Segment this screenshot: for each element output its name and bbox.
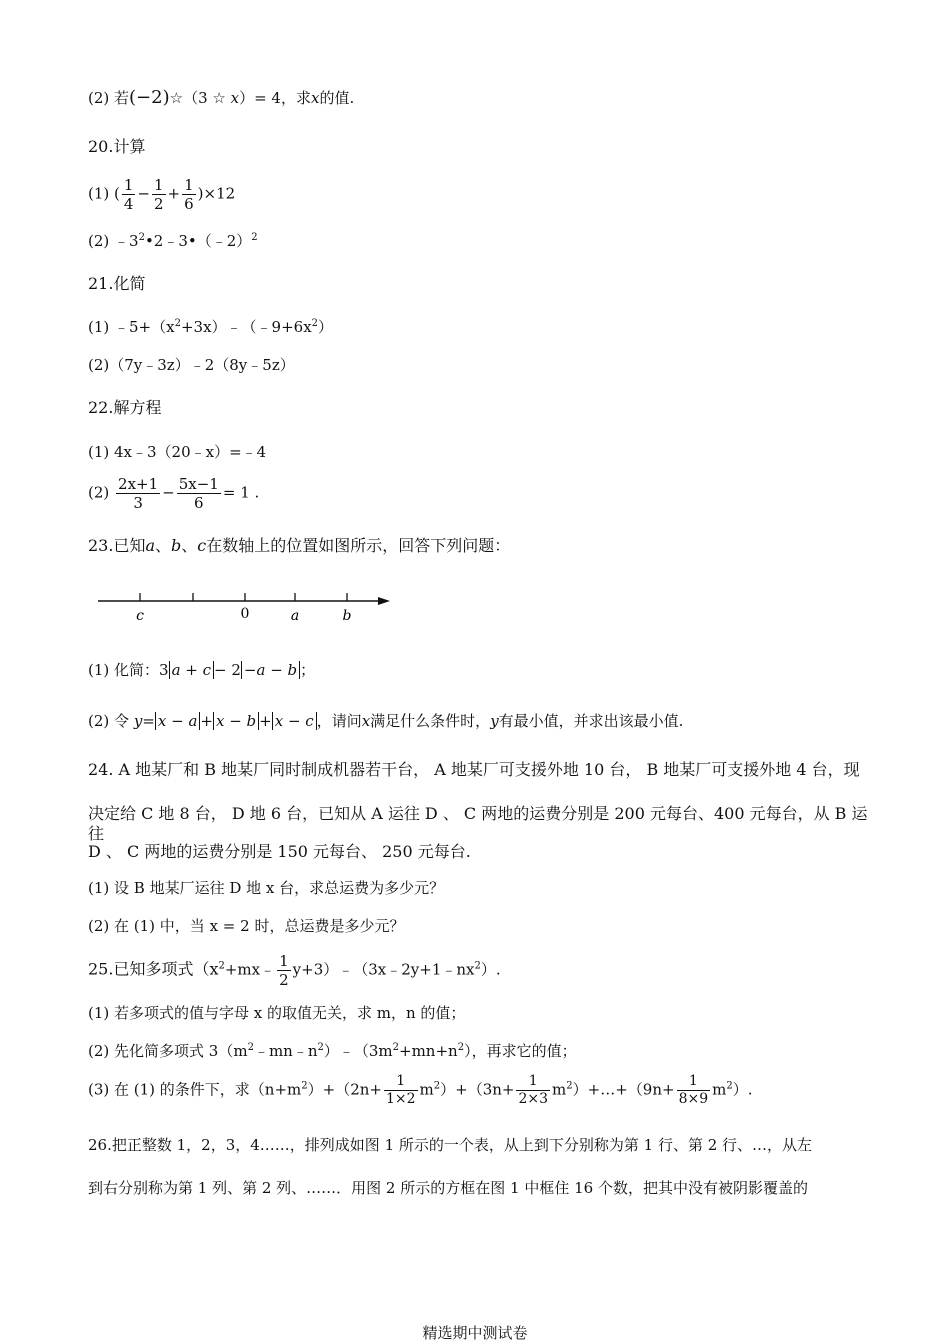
q23-title: 23.已知a、b、c在数轴上的位置如图所示，回答下列问题： bbox=[88, 536, 511, 555]
q22-part2: (2) $\frac{2x+1}{3}$ − $\frac{5x-1}{6}$ = 1 . bbox=[88, 475, 260, 512]
q24-line1: 24. A 地某厂和 B 地某厂同时制成机器若干台， A 地某厂可支援外地 10 台， B 地某厂可支援外地 4 台，现 bbox=[88, 760, 860, 779]
q20-title: 20.计算 bbox=[88, 137, 146, 156]
q19-part2: (2) 若(−2)☆（3 ☆ x）= 4，求x的值. bbox=[88, 87, 355, 108]
q24-part2: (2) 在 (1) 中，当 x = 2 时，总运费是多少元？ bbox=[88, 917, 405, 935]
fraction: $\frac{1}{2}$ bbox=[154, 176, 164, 213]
fraction: $\frac{1}{6}$ bbox=[184, 176, 194, 213]
q24-part1: (1) 设 B 地某厂运往 D 地 x 台，求总运费为多少元？ bbox=[88, 879, 445, 897]
label-0: 0 bbox=[240, 606, 250, 622]
fraction: $\frac{1}{2}$ bbox=[279, 952, 289, 989]
q23-part2: (2) 令 y= x − a + x − b + x − c ，请问x满足什么条件时，y有最小值，并求出该最小值. bbox=[88, 712, 684, 730]
q22-part1: (1) 4x﹣3（20﹣x）=﹣4 bbox=[88, 443, 267, 461]
q21-part2: (2)（7y﹣3z）﹣2（8y﹣5z） bbox=[88, 356, 295, 374]
fraction: $\frac{2x+1}{3}$ bbox=[118, 475, 159, 512]
q26-line2: 到右分别称为第 1 列、第 2 列、……．用图 2 所示的方框在图 1 中框住 16 个数，把其中没有被阴影覆盖的 bbox=[88, 1179, 808, 1197]
q25-part2: (2) 先化简多项式 $3(m^2﹣mn﹣n^2)﹣(3m^2+mn+n^2)$，再求它的值； bbox=[88, 1042, 577, 1060]
arrow-head bbox=[378, 597, 390, 605]
fraction: $\frac{1}{4}$ bbox=[123, 176, 134, 213]
page-footer: 精选期中测试卷 bbox=[422, 1324, 528, 1342]
q23-part1: (1) 化简：3 a + c − 2 −a − b ； bbox=[88, 661, 316, 679]
q24-line2: 决定给 C 地 8 台， D 地 6 台，已知从 A 运往 D 、 C 两地的运费分别是 200 元每台、400 元每台，从 B 运往 bbox=[88, 804, 868, 843]
q21-title: 21.化简 bbox=[88, 274, 146, 293]
fraction: $\frac{1}{2\times 3}$ bbox=[518, 1073, 549, 1107]
q20-part2: (2) $﹣3^2•2﹣3•(﹣2)^2$ bbox=[88, 232, 258, 250]
q21-part1: (1) $﹣5+(x^2+3x)﹣(﹣9+6x^2)$ bbox=[88, 318, 334, 336]
paren-neg2: (−2) bbox=[129, 87, 170, 108]
q25-part1: (1) 若多项式的值与字母 x 的取值无关，求 m，n 的值； bbox=[88, 1004, 466, 1022]
label-a: a bbox=[290, 608, 300, 624]
q25-part3: (3) 在 (1) 的条件下，求$(n+m^2)+(2n+$ $\frac{1}{1\times 2}$ $m^2)+(3n+$ $\frac{1}{2\times 3}$ $m^2)+\dots+(9n+$ $\frac{1}{8\times 9}$ $m^2$）. bbox=[88, 1073, 753, 1107]
fraction: $\frac{5x-1}{6}$ bbox=[178, 475, 219, 512]
fraction: $\frac{1}{1\times 2}$ bbox=[385, 1073, 416, 1107]
q24-line3: D 、 C 两地的运费分别是 150 元每台、 250 元每台. bbox=[88, 842, 471, 861]
label-c: c bbox=[136, 608, 144, 624]
number-line bbox=[90, 585, 400, 630]
label-b: b bbox=[342, 608, 352, 624]
q22-title: 22.解方程 bbox=[88, 398, 162, 417]
fraction: $\frac{1}{8\times 9}$ bbox=[678, 1073, 709, 1107]
q25-title: 25.已知多项式（$x^2+mx﹣$ $\frac{1}{2}$ $y+3)﹣(3x﹣2y+1﹣nx^2)$. bbox=[88, 952, 501, 989]
q26-line1: 26.把正整数 1，2，3，4……，排列成如图 1 所示的一个表，从上到下分别称为第 1 行、第 2 行、…，从左 bbox=[88, 1136, 813, 1154]
q20-part1: (1) ( $\frac{1}{4}$ − $\frac{1}{2}$ + $\frac{1}{6}$ )×12 bbox=[88, 176, 236, 213]
